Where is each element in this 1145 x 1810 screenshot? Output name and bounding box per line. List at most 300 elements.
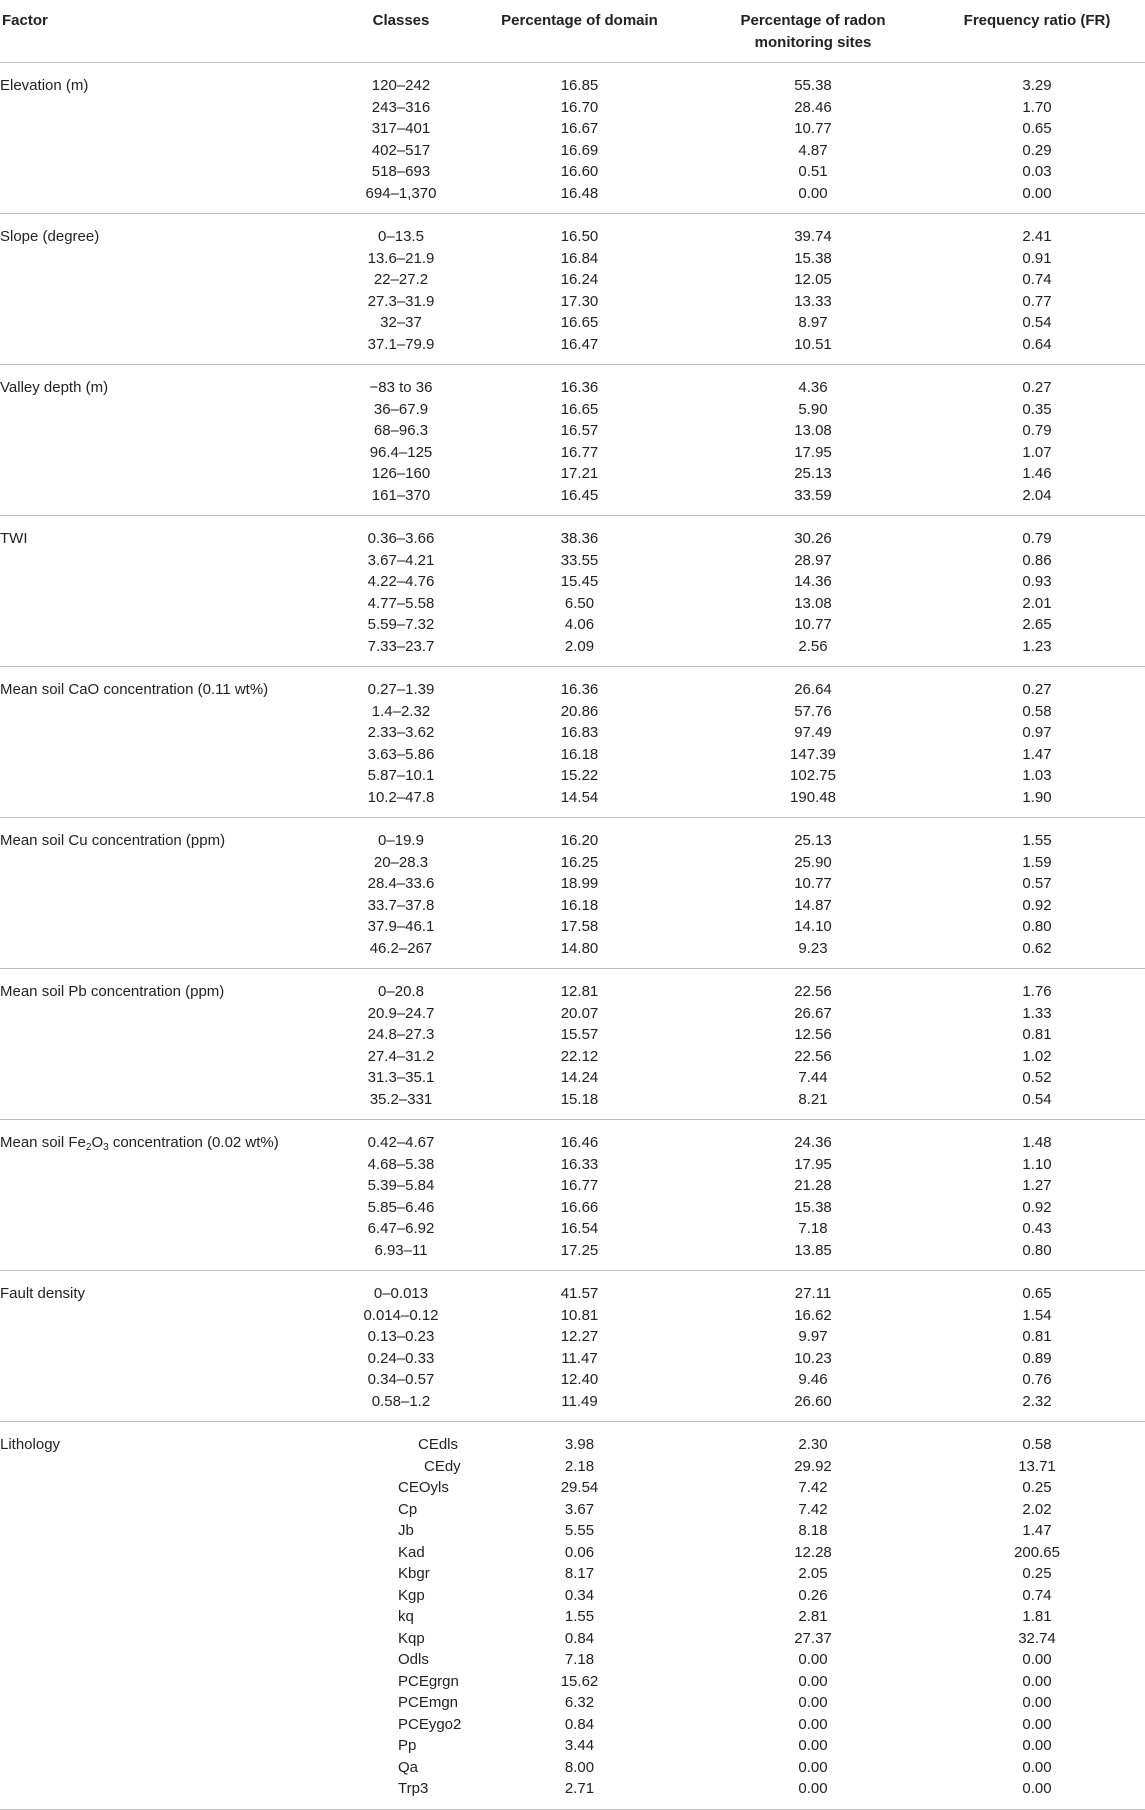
radon-percent: 13.33 [794,292,832,310]
frequency-ratio: 0.27 [1022,379,1052,396]
frequency-ratio: 0.64 [1022,335,1052,353]
domain-percent: 16.36 [560,681,599,698]
domain-percent: 12.81 [560,983,599,1000]
class-value: 0.13–0.23 [367,1328,435,1345]
domain-percent: 14.24 [560,1069,599,1086]
radon-percent: 15.38 [794,249,832,267]
domain-percent: 3.44 [564,1737,595,1754]
frequency-ratio: 1.02 [1022,1047,1052,1065]
domain-cell [462,214,697,365]
domain-percent: 15.22 [560,767,599,784]
domain-percent: 16.57 [560,422,599,439]
fr-cell [929,818,1145,969]
class-value: PCEmgn [398,1694,459,1711]
class-value: 10.2–47.8 [367,788,435,806]
class-value: 0.58–1.2 [371,1392,431,1410]
frequency-ratio: 0.81 [1022,1328,1052,1345]
class-value: 243–316 [371,98,431,116]
domain-percent: 22.12 [560,1047,599,1065]
radon-percent: 12.05 [794,271,832,288]
class-value: 96.4–125 [369,443,433,461]
class-value: 46.2–267 [369,939,433,957]
class-value: 6.47–6.92 [367,1220,435,1237]
radon-percent: 39.74 [794,228,832,245]
domain-percent: 20.07 [560,1004,599,1022]
class-value: 27.3–31.9 [367,292,435,310]
radon-percent: 7.18 [798,1220,828,1237]
class-value: CEdls [418,1436,459,1453]
radon-percent: 13.08 [794,594,832,612]
class-value: 31.3–35.1 [367,1069,435,1086]
domain-percent: 16.33 [560,1155,599,1173]
fr-cell [929,1120,1145,1271]
class-value: Kqp [398,1629,425,1647]
frequency-ratio: 0.93 [1022,573,1052,590]
class-value: CEdy [424,1457,461,1475]
radon-percent: 0.00 [798,1758,828,1776]
frequency-ratio: 0.00 [1022,1780,1052,1797]
factor-label-part: concentration (0.02 wt%) [108,1134,279,1151]
class-value: 161–370 [371,486,431,504]
fr-cell [929,63,1145,214]
domain-percent: 16.65 [560,400,599,418]
domain-percent: 15.62 [560,1672,599,1690]
domain-percent: 14.54 [560,788,599,806]
frequency-ratio: 1.47 [1022,1522,1052,1539]
radon-percent: 9.23 [798,939,828,957]
fr-cell [929,1271,1145,1422]
domain-percent: 11.47 [561,1349,598,1367]
domain-percent: 16.18 [560,896,599,914]
frequency-ratio: 1.46 [1022,465,1052,482]
class-value: 20.9–24.7 [367,1004,435,1022]
class-value: 694–1,370 [365,184,437,202]
radon-cell [697,818,929,969]
class-value: CEOyls [398,1479,449,1496]
class-value: 0.27–1.39 [367,681,435,698]
domain-percent: 17.58 [560,918,599,935]
radon-percent: 10.23 [794,1349,832,1367]
factor-label-part: Mean soil Fe [0,1134,86,1151]
frequency-ratio: 1.23 [1022,637,1052,655]
frequency-ratio: 2.01 [1022,594,1052,612]
table-row [0,214,1145,365]
fr-cell [929,516,1145,667]
domain-percent: 7.18 [564,1651,595,1668]
domain-percent: 16.24 [560,271,599,288]
factor-group-valley-depth [0,365,1145,516]
frequency-ratio: 1.33 [1022,1004,1052,1022]
radon-percent: 0.00 [798,1672,828,1690]
radon-percent: 4.87 [798,141,828,159]
radon-percent: 8.21 [798,1090,828,1108]
class-value: 518–693 [371,163,431,180]
frequency-ratio: 0.00 [1022,1715,1052,1733]
radon-percent: 17.95 [794,1155,832,1173]
factor-label: Slope (degree) [0,214,340,365]
domain-cell [462,1422,697,1810]
radon-percent: 14.87 [794,896,832,914]
domain-cell [462,818,697,969]
factor-group-cu [0,818,1145,969]
domain-cell [462,1120,697,1271]
radon-percent: 29.92 [794,1457,832,1475]
radon-percent: 25.13 [794,465,832,482]
radon-percent: 10.51 [794,335,832,353]
domain-percent: 16.83 [560,724,599,741]
frequency-ratio: 0.74 [1022,1586,1052,1604]
radon-percent: 2.81 [798,1608,828,1625]
frequency-ratio: 1.70 [1022,98,1052,116]
radon-percent: 14.36 [794,573,832,590]
radon-percent: 10.77 [794,875,832,892]
class-value: Kgp [398,1586,425,1604]
domain-percent: 8.00 [564,1758,595,1776]
domain-percent: 3.67 [564,1500,595,1518]
frequency-ratio: 2.65 [1022,616,1052,633]
class-value: 37.1–79.9 [367,335,435,353]
table-row [0,667,1145,818]
fr-cell [929,214,1145,365]
radon-percent: 8.97 [798,314,828,331]
radon-percent: 0.26 [798,1586,828,1604]
classes-cell [340,516,462,667]
class-value: 0.014–0.12 [363,1306,439,1324]
domain-percent: 4.06 [564,616,595,633]
domain-percent: 33.55 [560,551,599,569]
class-value: Jb [398,1522,414,1539]
class-value: Cp [398,1500,418,1518]
frequency-ratio: 200.65 [1014,1543,1060,1561]
header-domain: Percentage of domain [462,0,697,63]
frequency-ratio: 1.48 [1022,1134,1052,1151]
class-value: 68–96.3 [373,422,429,439]
radon-percent: 0.51 [798,163,828,180]
frequency-ratio: 0.65 [1022,1285,1052,1302]
frequency-ratio: 0.03 [1022,163,1052,180]
domain-percent: 16.36 [560,379,599,396]
class-value: 1.4–2.32 [371,702,431,720]
class-value: 22–27.2 [373,271,429,288]
class-value: 5.39–5.84 [367,1177,435,1194]
domain-percent: 18.99 [560,875,599,892]
radon-percent: 57.76 [794,702,832,720]
class-value: 126–160 [371,465,431,482]
frequency-ratio: 0.00 [1022,1694,1052,1711]
frequency-ratio: 0.80 [1022,1241,1052,1259]
class-value: 4.22–4.76 [367,573,435,590]
radon-cell [697,667,929,818]
domain-percent: 16.47 [560,335,599,353]
frequency-ratio: 0.35 [1022,400,1052,418]
classes-cell [340,1271,462,1422]
domain-percent: 16.54 [560,1220,599,1237]
radon-percent: 2.05 [798,1565,828,1582]
domain-percent: 16.46 [560,1134,599,1151]
radon-percent: 24.36 [794,1134,832,1151]
factor-label: TWI [0,516,340,667]
frequency-ratio: 13.71 [1018,1457,1056,1475]
radon-percent: 0.00 [798,184,828,202]
header-classes: Classes [340,0,462,63]
class-value: 35.2–331 [369,1090,433,1108]
classes-cell [340,818,462,969]
radon-percent: 2.56 [798,637,828,655]
frequency-ratio: 1.10 [1022,1155,1052,1173]
factor-label: Mean soil CaO concentration (0.11 wt%) [0,667,340,818]
radon-percent: 7.44 [798,1069,828,1086]
radon-percent: 27.37 [794,1629,832,1647]
radon-percent: 7.42 [798,1500,828,1518]
class-value: Qa [398,1758,419,1776]
class-value: 27.4–31.2 [367,1047,435,1065]
frequency-ratio: 0.77 [1022,292,1052,310]
radon-percent: 21.28 [794,1177,832,1194]
header-radon: Percentage of radon monitoring sites [697,0,929,63]
domain-percent: 16.85 [560,77,599,94]
domain-percent: 2.09 [564,637,595,655]
radon-cell [697,63,929,214]
table-row [0,516,1145,667]
domain-percent: 12.40 [560,1371,599,1388]
frequency-ratio: 0.25 [1022,1479,1052,1496]
classes-cell [340,1422,462,1810]
radon-cell [697,516,929,667]
class-value: 6.93–11 [374,1241,428,1259]
frequency-ratio: 0.74 [1022,271,1052,288]
radon-percent: 33.59 [794,486,832,504]
frequency-ratio: 0.57 [1022,875,1052,892]
class-value: 0.36–3.66 [367,530,435,547]
frequency-ratio: 0.52 [1022,1069,1052,1086]
fr-cell [929,969,1145,1120]
frequency-ratio: 2.41 [1022,228,1052,245]
classes-cell [340,667,462,818]
radon-percent: 0.00 [798,1737,828,1754]
class-value: 20–28.3 [373,853,429,871]
class-value: Pp [398,1737,417,1754]
frequency-ratio: 3.29 [1022,77,1052,94]
class-value: Kbgr [398,1565,430,1582]
domain-percent: 15.45 [560,573,599,590]
domain-percent: 15.18 [560,1090,599,1108]
class-value: 33.7–37.8 [367,896,435,914]
fr-cell [929,1422,1145,1810]
frequency-ratio: 0.86 [1022,551,1052,569]
domain-percent: 14.80 [560,939,599,957]
factor-label-part: 2 [85,1142,92,1153]
frequency-ratio: 0.80 [1022,918,1052,935]
domain-percent: 10.81 [560,1306,599,1324]
domain-cell [462,1271,697,1422]
radon-percent: 30.26 [794,530,832,547]
classes-cell [340,1120,462,1271]
domain-percent: 16.77 [560,443,599,461]
factor-group-pb [0,969,1145,1120]
radon-percent: 97.49 [794,724,832,741]
class-value: 37.9–46.1 [367,918,435,935]
class-value: 0.34–0.57 [367,1371,435,1388]
domain-percent: 16.50 [560,228,599,245]
radon-percent: 4.36 [798,379,828,396]
radon-percent: 28.97 [794,551,832,569]
factor-group-lithology [0,1422,1145,1810]
frequency-ratio: 0.00 [1022,1651,1052,1668]
table-row [0,63,1145,214]
radon-percent: 22.56 [794,983,832,1000]
domain-percent: 12.27 [560,1328,599,1345]
class-value: 4.77–5.58 [367,594,435,612]
radon-percent: 17.95 [794,443,832,461]
domain-percent: 6.32 [564,1694,595,1711]
frequency-ratio: 1.07 [1022,443,1052,461]
frequency-ratio: 0.27 [1022,681,1052,698]
domain-percent: 16.60 [560,163,599,180]
frequency-ratio: 0.54 [1022,314,1052,331]
class-value: 3.67–4.21 [367,551,435,569]
domain-percent: 15.57 [560,1026,599,1043]
radon-percent: 9.46 [798,1371,828,1388]
class-value: 5.59–7.32 [367,616,435,633]
class-value: kq [398,1608,414,1625]
frequency-ratio: 1.90 [1022,788,1052,806]
radon-percent: 13.85 [794,1241,832,1259]
frequency-ratio: 0.58 [1022,702,1052,720]
frequency-ratio: 32.74 [1018,1629,1056,1647]
class-value: Kad [398,1543,425,1561]
class-value: 32–37 [380,314,422,331]
class-value: 120–242 [371,77,431,94]
frequency-ratio: 1.76 [1022,983,1052,1000]
radon-cell [697,365,929,516]
classes-cell [340,214,462,365]
domain-percent: 2.18 [564,1457,595,1475]
domain-percent: 16.45 [560,486,599,504]
class-value: 402–517 [371,141,431,159]
class-value: Trp3 [398,1780,429,1797]
fr-cell [929,365,1145,516]
frequency-ratio: 0.91 [1022,249,1052,267]
radon-cell [697,214,929,365]
frequency-ratio: 0.54 [1022,1090,1052,1108]
domain-cell [462,969,697,1120]
domain-percent: 1.55 [564,1608,595,1625]
frequency-ratio: 1.27 [1022,1177,1052,1194]
domain-cell [462,365,697,516]
fr-cell [929,667,1145,818]
radon-percent: 15.38 [794,1198,832,1216]
domain-percent: 6.50 [564,594,595,612]
domain-percent: 17.25 [560,1241,599,1259]
class-value: 4.68–5.38 [367,1155,435,1173]
factor-group-twi [0,516,1145,667]
class-value: 0–0.013 [373,1285,429,1302]
radon-percent: 9.97 [798,1328,828,1345]
frequency-ratio: 0.79 [1022,530,1052,547]
frequency-ratio: 1.47 [1022,745,1052,763]
frequency-ratio: 0.92 [1022,1198,1052,1216]
domain-percent: 16.84 [560,249,599,267]
domain-cell [462,63,697,214]
factor-group-elevation [0,63,1145,214]
radon-percent: 190.48 [790,788,836,806]
class-value: 5.85–6.46 [367,1198,435,1216]
frequency-ratio: 0.00 [1022,1758,1052,1776]
domain-percent: 5.55 [564,1522,595,1539]
radon-percent: 14.10 [794,918,832,935]
domain-percent: 20.86 [560,702,599,720]
radon-cell [697,1422,929,1810]
domain-percent: 0.34 [564,1586,595,1604]
class-value: 0–20.8 [378,983,424,1000]
radon-percent: 28.46 [794,98,832,116]
radon-percent: 0.00 [798,1780,828,1797]
frequency-ratio: 0.29 [1022,141,1052,159]
radon-percent: 0.00 [798,1715,828,1733]
frequency-ratio: 0.00 [1022,1737,1052,1754]
domain-cell [462,516,697,667]
frequency-ratio: 1.54 [1022,1306,1052,1324]
frequency-ratio: 0.92 [1022,896,1052,914]
domain-percent: 8.17 [564,1565,595,1582]
radon-percent: 147.39 [790,745,836,763]
domain-percent: 16.65 [560,314,599,331]
domain-percent: 16.77 [560,1177,599,1194]
domain-percent: 16.18 [560,745,599,763]
classes-cell [340,365,462,516]
class-value: 2.33–3.62 [367,724,435,741]
radon-percent: 13.08 [794,422,832,439]
class-value: 0.24–0.33 [367,1349,435,1367]
domain-percent: 2.71 [564,1780,595,1797]
class-value: 28.4–33.6 [367,875,435,892]
class-value: −83 to 36 [369,379,433,396]
factor-label: Fault density [0,1271,340,1422]
table-header [0,0,1145,63]
class-value: 24.8–27.3 [367,1026,435,1043]
class-value: 5.87–10.1 [367,767,435,784]
factor-label: Mean soil Pb concentration (ppm) [0,969,340,1120]
frequency-ratio: 0.89 [1022,1349,1052,1367]
domain-percent: 16.66 [560,1198,599,1216]
domain-percent: 38.36 [560,530,599,547]
frequency-ratio: 1.59 [1022,853,1052,871]
radon-cell [697,1120,929,1271]
factor-group-fault-density [0,1271,1145,1422]
radon-percent: 12.28 [794,1543,832,1561]
class-value: 3.63–5.86 [367,745,435,763]
radon-percent: 22.56 [794,1047,832,1065]
frequency-ratio: 0.58 [1022,1436,1052,1453]
frequency-ratio: 2.04 [1022,486,1052,504]
radon-percent: 5.90 [798,400,828,418]
domain-percent: 16.20 [560,832,599,849]
domain-percent: 41.57 [560,1285,599,1302]
radon-cell [697,1271,929,1422]
radon-percent: 10.77 [794,120,832,137]
class-value: 0–13.5 [378,228,424,245]
factor-label: Elevation (m) [0,63,340,214]
factor-group-slope [0,214,1145,365]
table-row [0,818,1145,969]
domain-percent: 0.06 [564,1543,595,1561]
radon-percent: 0.00 [798,1694,828,1711]
radon-percent: 2.30 [798,1436,828,1453]
frequency-ratio: 1.03 [1022,767,1052,784]
radon-cell [697,969,929,1120]
domain-percent: 17.30 [560,292,599,310]
frequency-ratio: 2.02 [1022,1500,1052,1518]
